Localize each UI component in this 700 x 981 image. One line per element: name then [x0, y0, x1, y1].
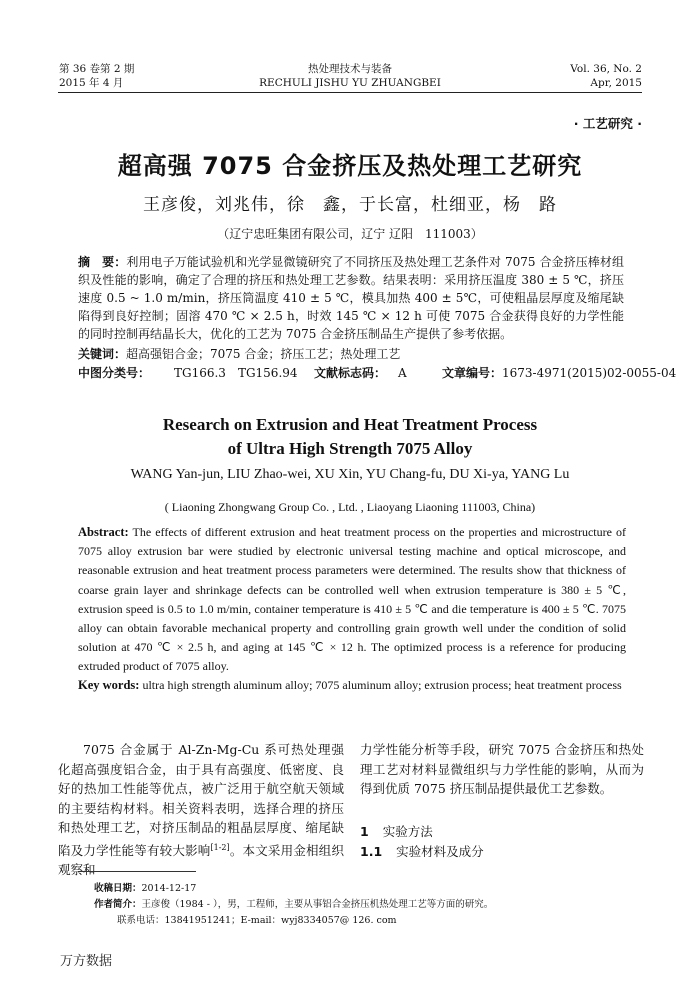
volume-issue-en: Vol. 36, No. 2 — [570, 63, 642, 75]
journal-name-cn: 热处理技术与装备 — [308, 63, 392, 75]
citation: [1-2] — [210, 842, 230, 852]
body-column-right — [360, 740, 644, 799]
journal-name — [200, 62, 500, 90]
clc-value: TG166.3 TG156.94 — [174, 366, 298, 380]
paper-title-en — [0, 413, 700, 461]
abstract-en-text: The effects of different extrusion and heat treatment process on the properties and microstructure of 7075 alloy extrusion bar were studied by electronic universal testing machine and optical microscope, and reasonable extrusion and heat treatment process parameters were determined. The results show that thickness of coarse grain layer and shrinkage defects can be controlled well when extrusion temperature is 380 ± 5 ℃, extrusion speed is 0.5 to 1.0 m/min, container temperature is 410 ± 5 ℃ and die temperature is 400 ± 5 ℃. 7075 alloy can obtain favorable mechanical property and controlling grain growth well under the condition of solid solution at 470 ℃ × 2.5 h, and aging at 145 ℃ × 12 h. The optimized process is a reference for producing extruded product of 7075 alloy. — [78, 525, 626, 674]
intro-paragraph-continued: 力学性能分析等手段，研究 7075 合金挤压和热处理工艺对材料显微组织与力学性能的影响，从而为得到优质 7075 挤压制品提供最优工艺参数。 — [360, 742, 644, 796]
section-1-1-title: 实验材料及成分 — [396, 844, 484, 859]
paper-title-cn: 超高强 7075 合金挤压及热处理工艺研究 — [117, 152, 583, 180]
authors-en: WANG Yan-jun, LIU Zhao-wei, XU Xin, YU Chang-fu, DU Xi-ya, YANG Lu — [130, 467, 570, 482]
section-heading-1 — [360, 822, 433, 840]
keywords-cn-text: 超高强铝合金；7075 合金；挤压工艺；热处理工艺 — [126, 347, 401, 361]
abstract-cn-text: 利用电子万能试验机和光学显微镜研究了不同挤压及热处理工艺条件对 7075 合金挤压棒材组织及性能的影响，确定了合理的挤压和热处理工艺参数。结果表明：采用挤压温度 380 ± 5 ℃，挤压速度 0.5 ~ 1.0 m/min，挤压筒温度 410 ± 5 ℃，模具加热 400 ± 5℃，可使粗晶层厚度及缩尾缺陷得到良好控制；固溶 470 ℃ × 2.5 h，时效 145 ℃ × 12 h 可使 7075 合金获得良好的力学性能的同时控制再结晶长大，优化的工艺为 7075 合金挤压制品生产提供了参考依据。 — [78, 255, 624, 341]
doc-code-label: 文献标志码： — [314, 366, 387, 380]
footnote-received — [94, 881, 196, 897]
body-column-left — [58, 740, 344, 880]
article-no-label: 文章编号： — [442, 366, 503, 380]
author-bio-label: 作者简介： — [94, 899, 142, 910]
abstract-cn-label: 摘 要： — [78, 255, 127, 269]
section-1-1-number: 1.1 — [360, 844, 383, 859]
intro-paragraph: 7075 合金属于 Al-Zn-Mg-Cu 系可热处理强化超高强度铝合金，由于具有高强度、低密度、良好的热加工性能等优点，被广泛用于航空航天领域的主要结构材料。相关资料表明，选择合理的挤压和热处理工艺，对挤压制品的粗晶层厚度、缩尾缺陷及力学性能等有较大影响 — [58, 742, 344, 858]
journal-volume-info-en — [570, 62, 642, 90]
publication-date: 2015 年 4 月 — [59, 77, 124, 89]
keywords-cn — [78, 345, 624, 363]
section-heading-1-1 — [360, 842, 484, 860]
section-1-number: 1 — [360, 824, 369, 839]
journal-volume-info — [59, 62, 134, 90]
abstract-en — [78, 523, 626, 677]
header-rule — [58, 92, 642, 93]
publication-date-en: Apr, 2015 — [590, 77, 642, 89]
paper-title-en-line1: Research on Extrusion and Heat Treatment Process — [162, 415, 538, 434]
doc-code-value: A — [398, 366, 407, 380]
footnote-contact: 联系电话：13841951241；E-mail：wyj8334057@ 126. com — [117, 915, 397, 926]
keywords-en — [78, 676, 626, 695]
abstract-en-label: Abstract: — [78, 525, 129, 539]
article-no-value: 1673-4971(2015)02-0055-04 — [502, 366, 677, 380]
clc-label: 中图分类号： — [78, 366, 151, 380]
keywords-en-text: ultra high strength aluminum alloy; 7075 aluminum alloy; extrusion process; heat treatment process — [139, 678, 622, 692]
author-bio-text: 王彦俊（1984 - ），男，工程师，主要从事铝合金挤压机热处理工艺等方面的研究。 — [141, 899, 494, 910]
paper-title-en-line2: of Ultra High Strength 7075 Alloy — [227, 439, 473, 458]
intro-paragraph-end: 。本文采用金相组织观察和 — [58, 842, 344, 878]
section-1-title: 实验方法 — [382, 824, 433, 839]
journal-name-pinyin: RECHULI JISHU YU ZHUANGBEI — [259, 77, 441, 89]
abstract-cn — [78, 253, 624, 343]
keywords-en-label: Key words: — [78, 678, 140, 692]
footnote-author-bio — [94, 897, 493, 913]
section-tag: · 工艺研究 · — [573, 116, 642, 131]
received-label: 收稿日期： — [94, 883, 142, 894]
watermark: 万方数据 — [60, 954, 113, 969]
footnote-rule — [78, 871, 196, 872]
authors-cn: 王彦俊，刘兆伟，徐 鑫，于长富，杜细亚，杨 路 — [143, 195, 557, 215]
classification-line — [78, 364, 677, 382]
affiliation-en: ( Liaoning Zhongwang Group Co. , Ltd. , Liaoyang Liaoning 111003, China) — [164, 500, 536, 514]
keywords-cn-label: 关键词： — [78, 347, 127, 361]
received-date: 2014-12-17 — [141, 883, 197, 894]
affiliation-cn: （辽宁忠旺集团有限公司，辽宁 辽阳 111003） — [217, 227, 483, 241]
volume-issue: 第 36 卷第 2 期 — [59, 63, 135, 75]
